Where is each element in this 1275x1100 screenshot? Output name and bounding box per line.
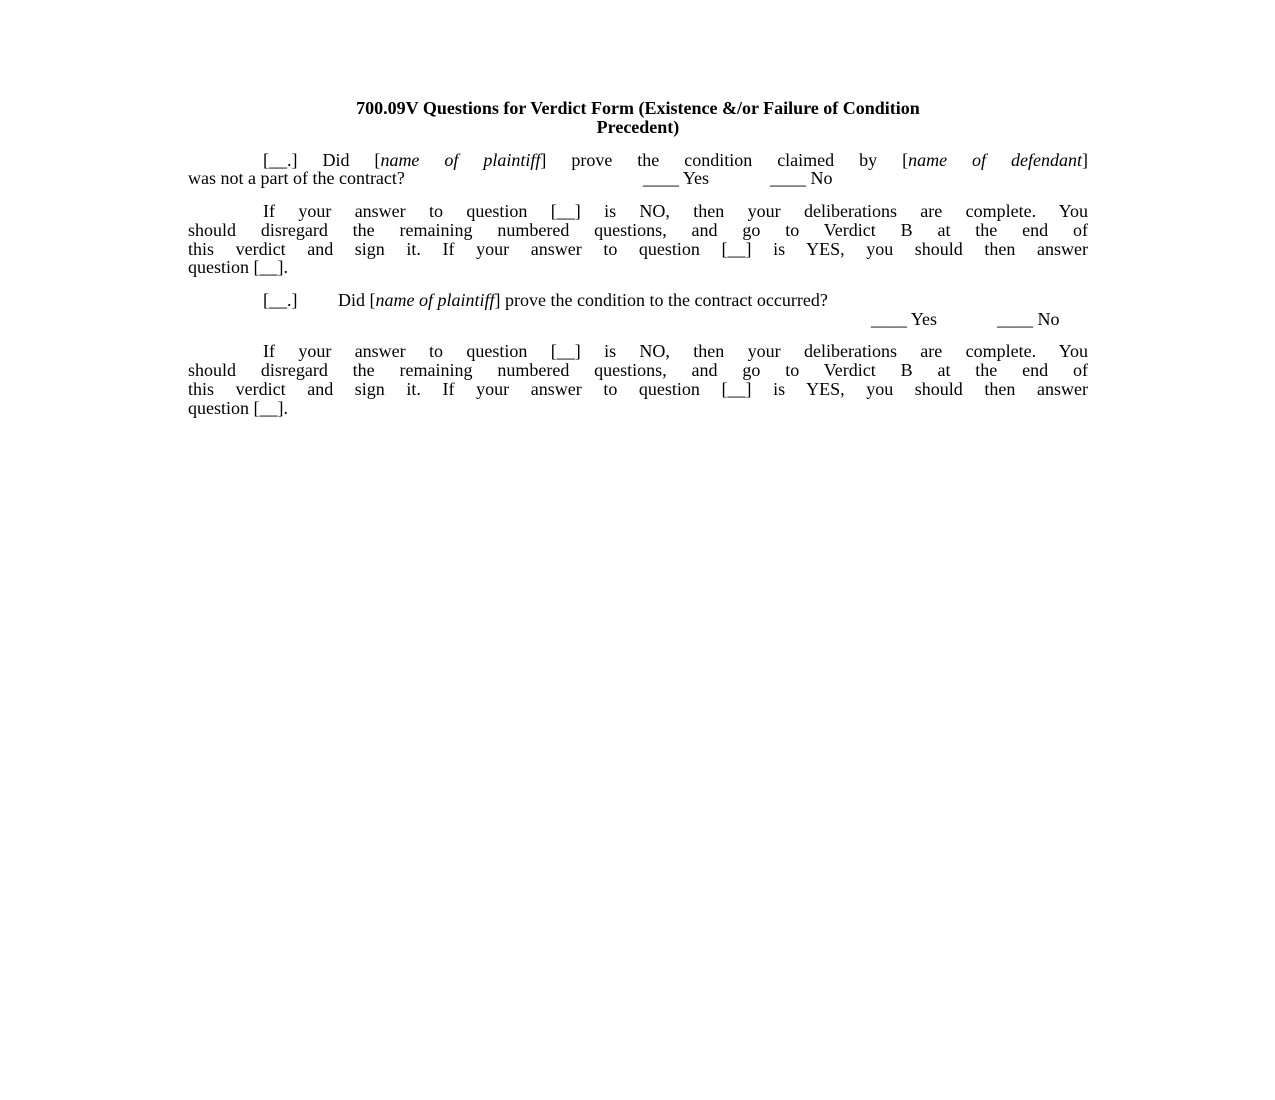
plaintiff-placeholder: name of plaintiff bbox=[375, 290, 495, 310]
question-2-no-blank: ____ No bbox=[997, 309, 1060, 329]
plaintiff-placeholder: name of plaintiff bbox=[380, 150, 541, 170]
instruction-1-line: If your answer to question [__] is NO, then your deliberations are complete. You bbox=[263, 201, 1088, 221]
question-1-line-2: was not a part of the contract? bbox=[188, 168, 405, 188]
instruction-2-line: should disregard the remaining numbered questions, and go to Verdict B at the end of bbox=[188, 360, 1088, 380]
question-text: ] prove the condition claimed by [ bbox=[540, 150, 909, 170]
question-number: [__.] bbox=[263, 150, 298, 170]
question-2-number: [__.] bbox=[263, 290, 298, 310]
question-text: ] bbox=[1082, 150, 1088, 170]
defendant-placeholder: name of defendant bbox=[908, 150, 1082, 170]
instruction-2-line: If your answer to question [__] is NO, then your deliberations are complete. You bbox=[263, 341, 1088, 361]
question-text: Did [ bbox=[338, 290, 376, 310]
instruction-2-line: question [__]. bbox=[188, 398, 288, 418]
question-2-yes-blank: ____ Yes bbox=[871, 309, 938, 329]
question-1-no-blank: ____ No bbox=[770, 168, 833, 188]
instruction-1-line: this verdict and sign it. If your answer to question [__] is YES, you should then answer bbox=[188, 239, 1088, 259]
instruction-1-line: should disregard the remaining numbered questions, and go to Verdict B at the end of bbox=[188, 220, 1088, 240]
instruction-1-line: question [__]. bbox=[188, 257, 288, 277]
question-2-text bbox=[338, 291, 828, 310]
instruction-2-line: this verdict and sign it. If your answer to question [__] is YES, you should then answer bbox=[188, 379, 1088, 399]
document-title-line-2: Precedent) bbox=[596, 117, 680, 137]
question-text: Did [ bbox=[322, 150, 381, 170]
question-text: ] prove the condition to the contract occurred? bbox=[494, 290, 828, 310]
question-1-yes-blank: ____ Yes bbox=[643, 168, 710, 188]
document-title-line-1: 700.09V Questions for Verdict Form (Existence &/or Failure of Condition bbox=[356, 98, 920, 118]
